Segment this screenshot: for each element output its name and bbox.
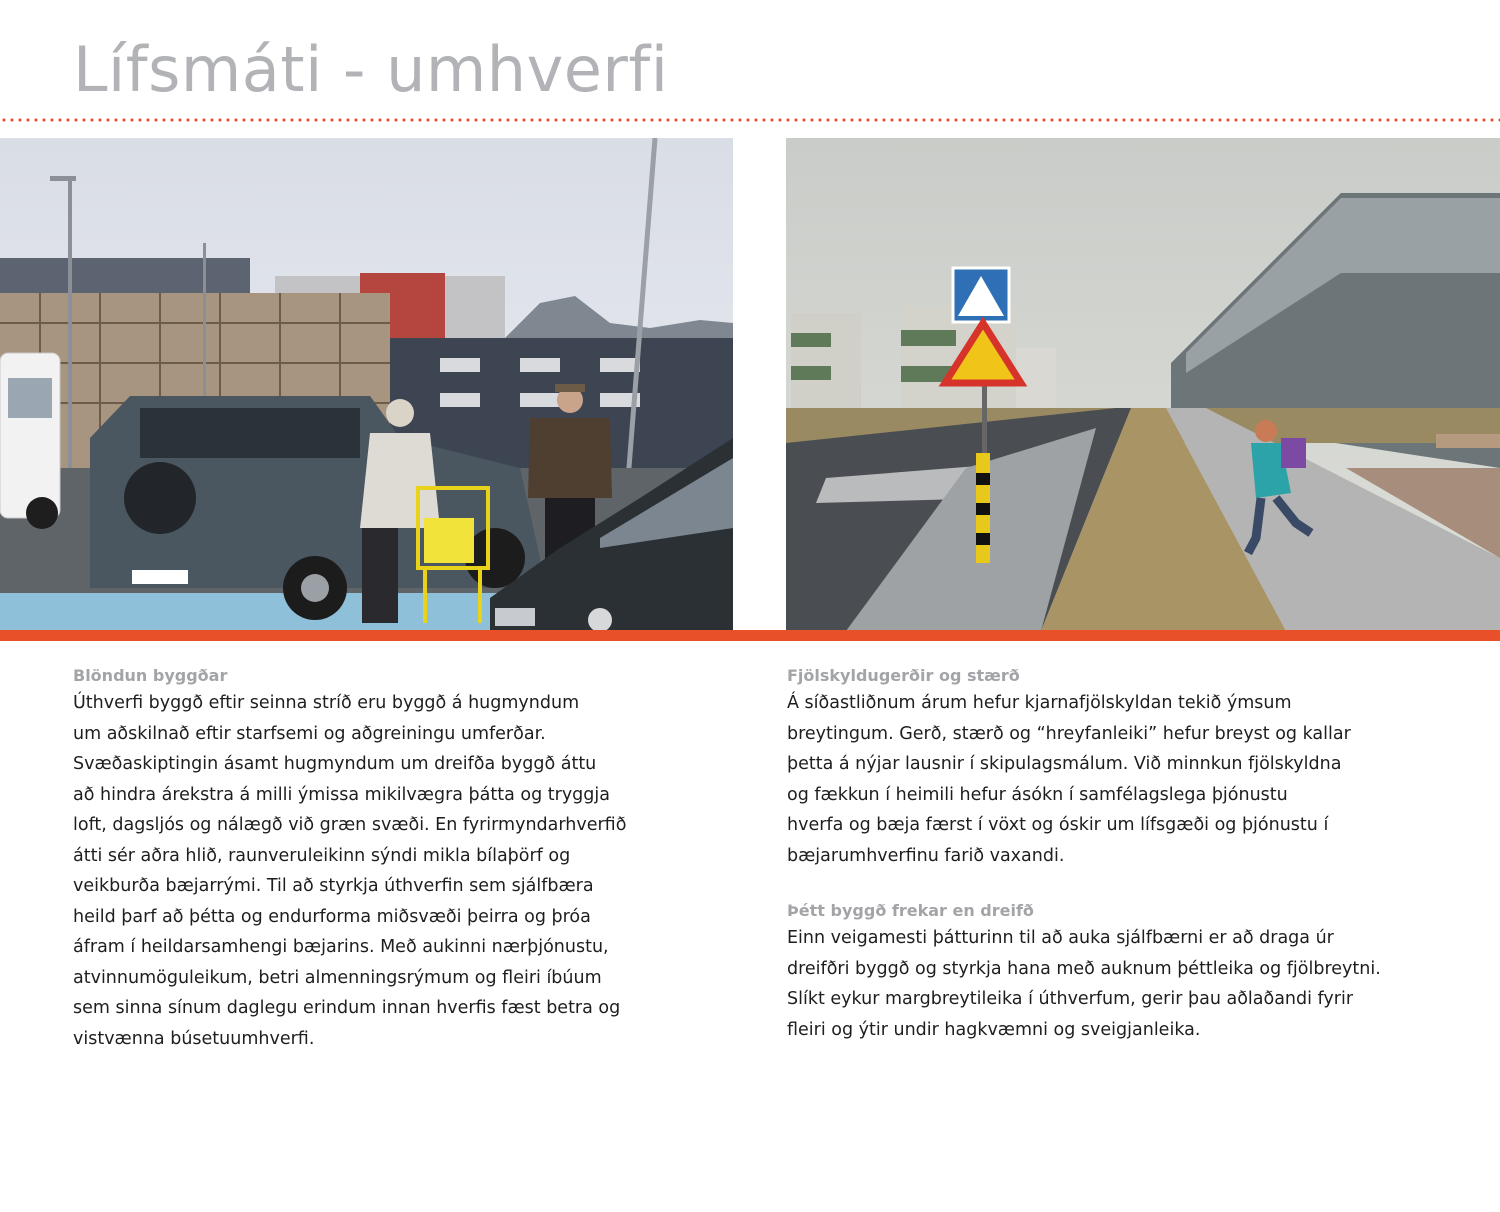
- photo-street-crossing: [786, 138, 1500, 631]
- dotted-divider: [0, 118, 1500, 122]
- text-line: Úthverfi byggð eftir seinna stríð eru byggð á hugmyndum: [73, 693, 580, 713]
- text-line: sem sinna sínum daglegu erindum innan hverfis fæst betra og: [73, 998, 621, 1018]
- text-line: vistvænna búsetuumhverfi.: [73, 1028, 315, 1049]
- text-line: áfram í heildarsamhengi bæjarins. Með aukinni nærþjónustu,: [73, 937, 609, 957]
- section-heading-blondun: Blöndun byggðar: [73, 666, 228, 685]
- text-line: dreifðri byggð og styrkja hana með auknum þéttleika og fjölbreytni.: [787, 958, 1381, 979]
- section-body-blondun: [73, 688, 673, 1054]
- text-line: fleiri og ýtir undir hagkvæmni og sveigjanleika.: [787, 1019, 1201, 1040]
- page-title: Lífsmáti - umhverfi: [73, 33, 669, 106]
- text-line: að hindra árekstra á milli ýmissa mikilvægra þátta og tryggja: [73, 784, 610, 805]
- text-line: og fækkun í heimili hefur ásókn í samfélagslega þjónustu: [787, 784, 1288, 805]
- text-line: Einn veigamesti þátturinn til að auka sjálfbærni er að draga úr: [787, 928, 1334, 948]
- section-spacer: [787, 871, 1437, 899]
- section-heading-fjolskyldugerdir: Fjölskyldugerðir og stærð: [787, 666, 1020, 685]
- text-line: átti sér aðra hlið, raunveruleikinn sýndi mikla bílaþörf og: [73, 845, 571, 866]
- text-line: heild þarf að þétta og endurforma miðsvæði þeirra og þróa: [73, 906, 591, 927]
- orange-divider-bar: [0, 630, 1500, 641]
- section-body-thett-byggd: [787, 923, 1437, 1045]
- text-line: veikburða bæjarrými. Til að styrkja úthverfin sem sjálfbæra: [73, 876, 594, 896]
- text-line: Slíkt eykur margbreytileika í úthverfum, gerir þau aðlaðandi fyrir: [787, 989, 1354, 1009]
- photo-parking-lot: [0, 138, 733, 631]
- left-text-column: [73, 664, 673, 1054]
- text-line: breytingum. Gerð, stærð og “hreyfanleiki” hefur breyst og kallar: [787, 723, 1351, 744]
- right-text-column: [787, 664, 1437, 1045]
- text-line: um aðskilnað eftir starfsemi og aðgreiningu umferðar.: [73, 723, 546, 744]
- text-line: þetta á nýjar lausnir í skipulagsmálum. Við minnkun fjölskyldna: [787, 754, 1342, 774]
- section-heading-thett-byggd: Þétt byggð frekar en dreifð: [787, 901, 1034, 920]
- text-line: bæjarumhverfinu farið vaxandi.: [787, 845, 1065, 866]
- text-line: Svæðaskiptingin ásamt hugmyndum um dreifða byggð áttu: [73, 754, 597, 774]
- section-body-fjolskyldugerdir: [787, 688, 1437, 871]
- text-line: Á síðastliðnum árum hefur kjarnafjölskyldan tekið ýmsum: [787, 693, 1292, 713]
- text-line: atvinnumöguleikum, betri almenningsrýmum og fleiri íbúum: [73, 967, 602, 988]
- text-line: loft, dagsljós og nálægð við græn svæði. En fyrirmyndarhverfið: [73, 815, 627, 835]
- text-line: hverfa og bæja færst í vöxt og óskir um lífsgæði og þjónustu í: [787, 815, 1329, 835]
